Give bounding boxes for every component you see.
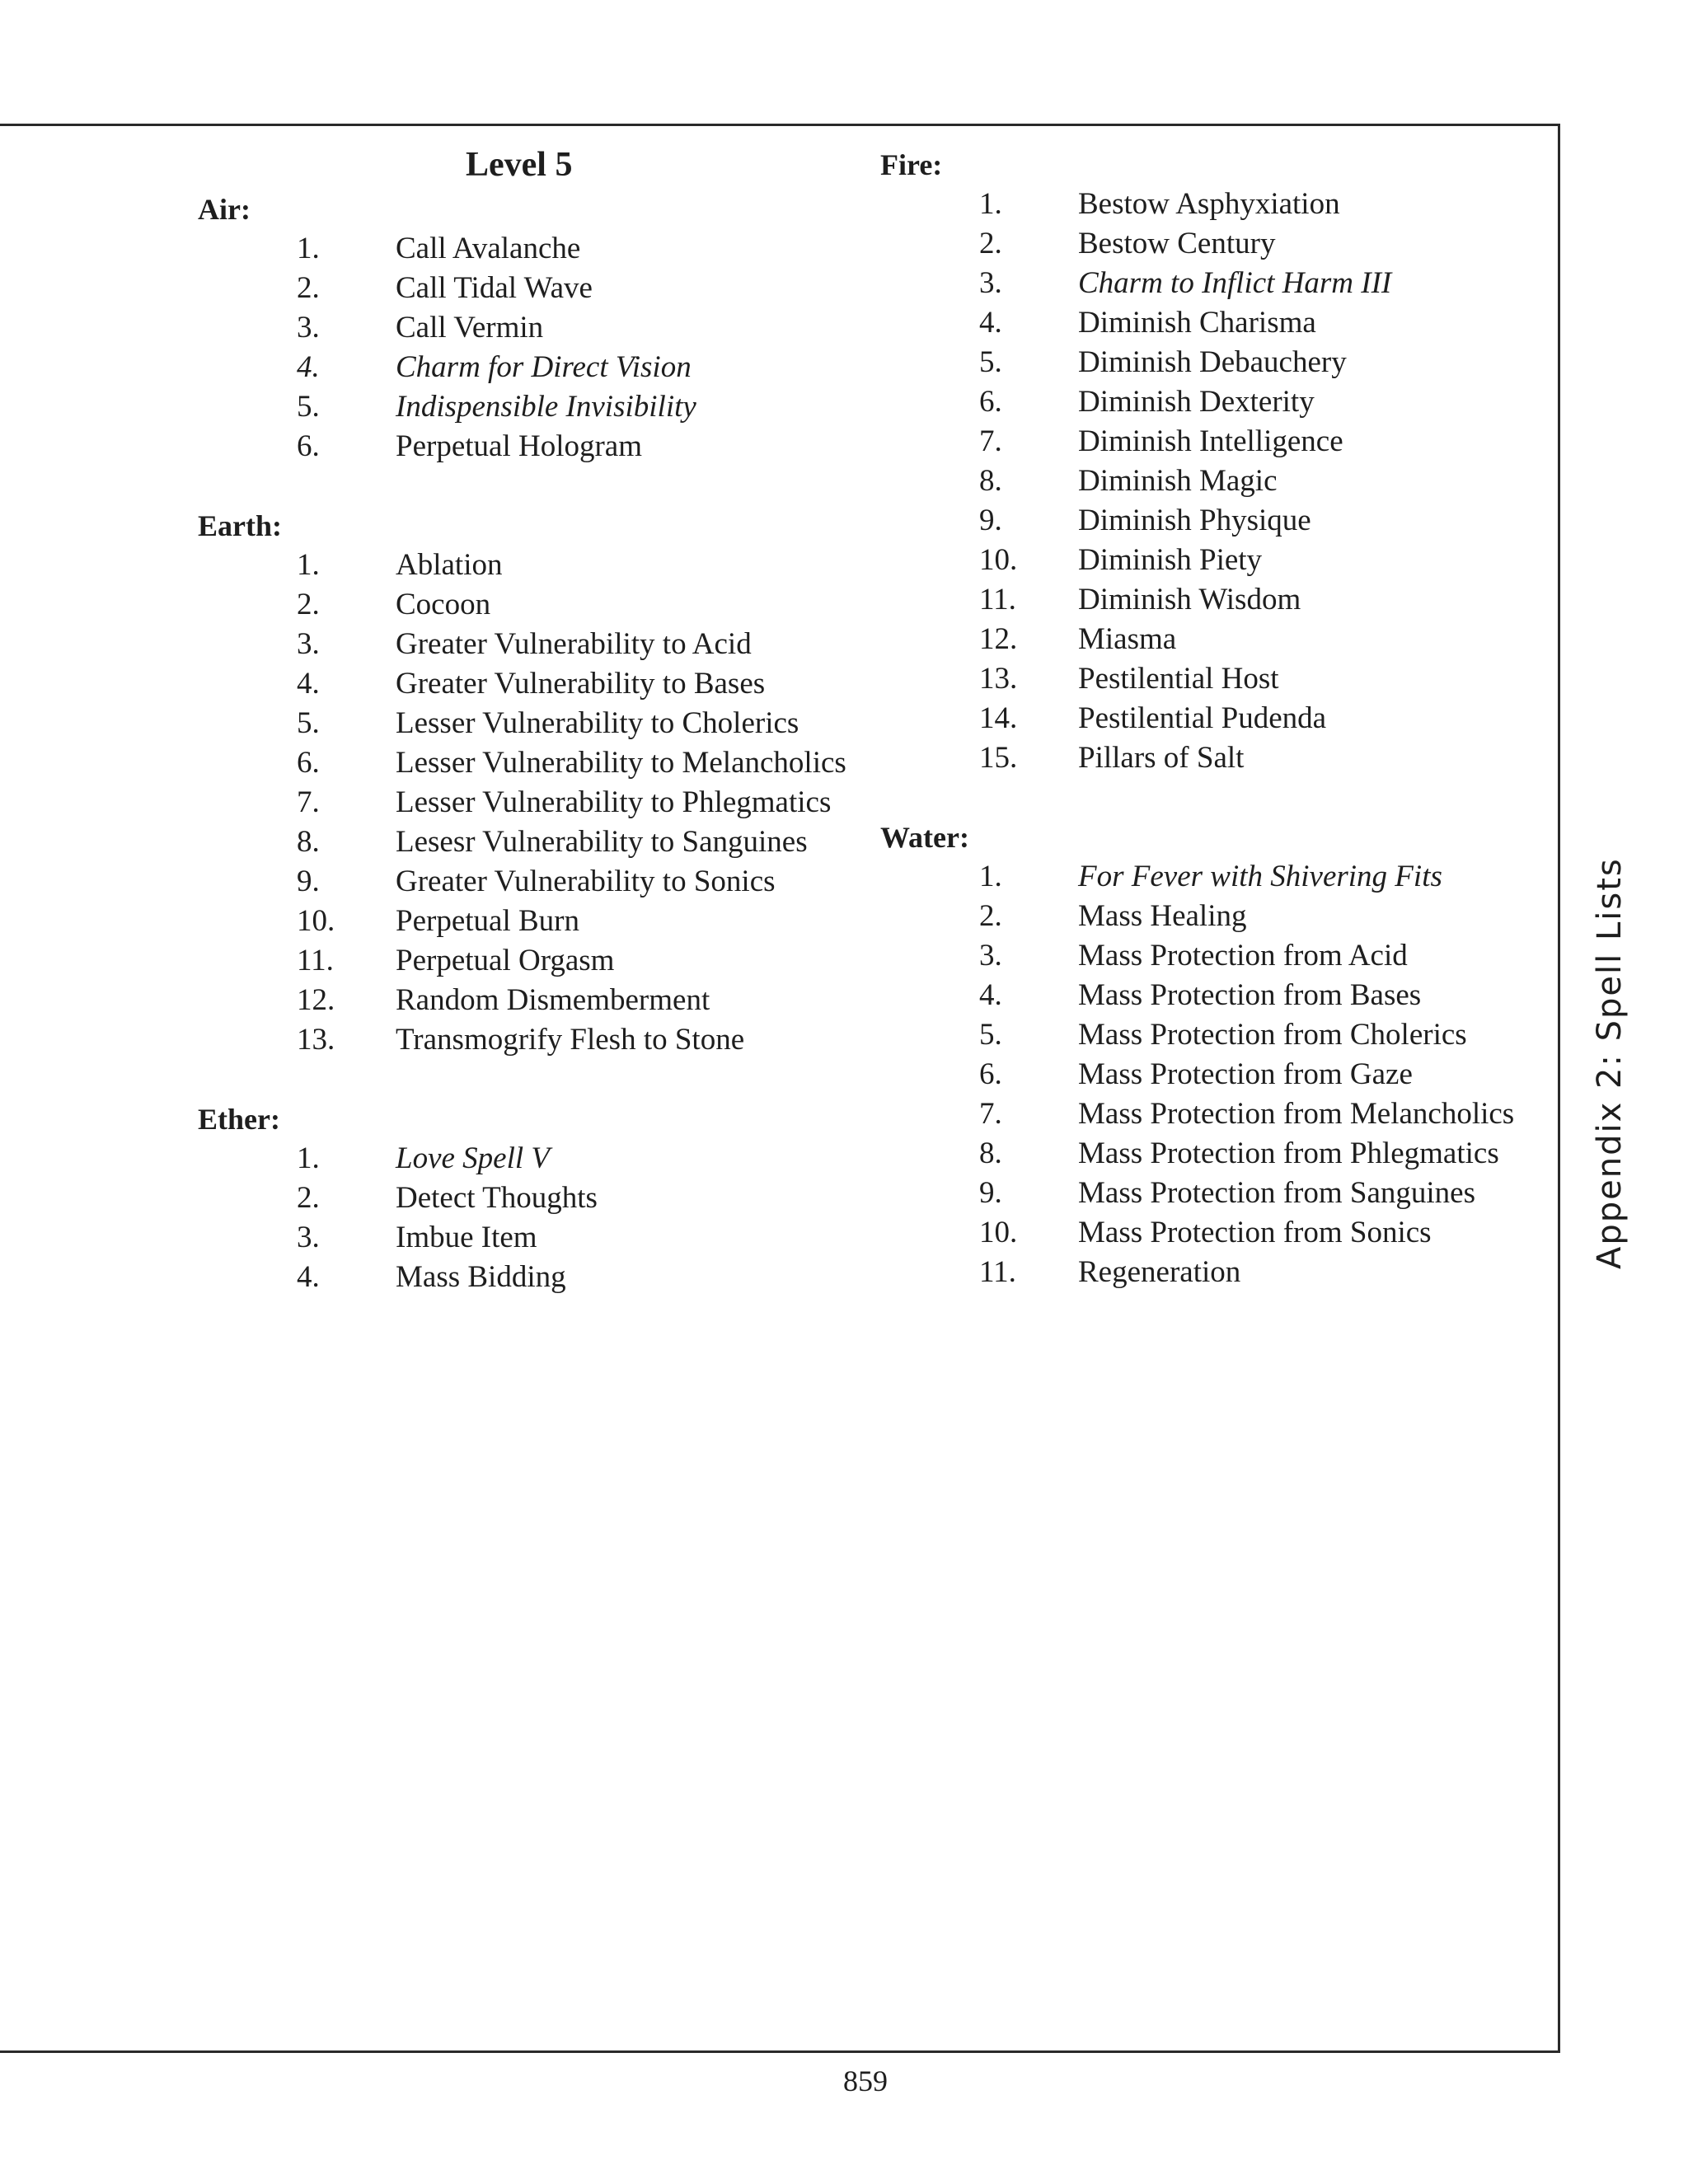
spell-list-item <box>198 1139 857 1179</box>
page-number: 859 <box>843 2064 888 2097</box>
spell-number: 1. <box>297 1141 320 1175</box>
spell-list-item <box>198 862 857 902</box>
spell-name: Diminish Dexterity <box>1078 385 1315 419</box>
spell-list-item <box>880 897 1556 936</box>
spell-number: 5. <box>297 390 320 424</box>
spell-name: Diminish Magic <box>1078 464 1278 498</box>
spell-name: Diminish Physique <box>1078 504 1311 537</box>
spell-list-item <box>880 1174 1556 1213</box>
spell-number: 13. <box>297 1023 335 1057</box>
spell-list-item <box>880 936 1556 976</box>
spell-name: Mass Bidding <box>396 1260 566 1294</box>
spell-section-air <box>198 190 857 466</box>
spell-name: Greater Vulnerability to Sonics <box>396 865 776 898</box>
spell-number: 1. <box>979 187 1002 221</box>
spell-number: 5. <box>297 706 320 740</box>
spell-number: 2. <box>297 1181 320 1215</box>
spell-name: For Fever with Shivering Fits <box>1078 860 1442 893</box>
spell-name: Indispensible Invisibility <box>396 390 696 424</box>
spell-number: 6. <box>297 746 320 780</box>
spell-number: 4. <box>979 306 1002 340</box>
spell-name: Regeneration <box>1078 1255 1241 1289</box>
spell-name: Pillars of Salt <box>1078 741 1245 775</box>
spell-list-item <box>880 422 1556 462</box>
spell-list-item <box>880 185 1556 224</box>
spell-number: 2. <box>979 899 1002 933</box>
spell-name: Mass Protection from Melancholics <box>1078 1097 1515 1131</box>
spell-list-item <box>880 462 1556 501</box>
spell-list-item <box>880 1055 1556 1094</box>
spell-section-fire <box>880 145 1556 778</box>
spell-name: Lesser Vulnerability to Phlegmatics <box>396 785 832 819</box>
spell-name: Call Tidal Wave <box>396 271 593 305</box>
right-column <box>880 145 1556 1332</box>
spell-number: 8. <box>979 464 1002 498</box>
spell-list-item <box>198 823 857 862</box>
section-heading: Water: <box>880 821 969 854</box>
spell-list-item <box>880 620 1556 659</box>
spell-name: Perpetual Hologram <box>396 429 642 463</box>
spell-name: Cocoon <box>396 588 491 621</box>
spell-name: Bestow Asphyxiation <box>1078 187 1340 221</box>
spell-list-item <box>880 738 1556 778</box>
spell-name: Miasma <box>1078 622 1177 656</box>
spell-section-water <box>880 818 1556 1292</box>
spell-list-item <box>198 902 857 941</box>
spell-list-item <box>880 1015 1556 1055</box>
spell-name: Greater Vulnerability to Acid <box>396 627 752 661</box>
spell-number: 4. <box>297 1260 320 1294</box>
spell-number: 6. <box>979 1057 1002 1091</box>
spell-name: Mass Protection from Gaze <box>1078 1057 1413 1091</box>
section-heading: Fire: <box>880 148 943 181</box>
spell-list-item <box>198 625 857 664</box>
section-heading: Earth: <box>198 509 282 542</box>
spell-name: Call Avalanche <box>396 232 581 265</box>
spell-name: Greater Vulnerability to Bases <box>396 667 766 701</box>
spell-name: Mass Protection from Phlegmatics <box>1078 1137 1499 1170</box>
spell-name: Call Vermin <box>396 311 544 344</box>
spell-number: 8. <box>297 825 320 859</box>
spell-name: Charm to Inflict Harm III <box>1078 266 1392 300</box>
spell-number: 5. <box>979 345 1002 379</box>
spell-number: 11. <box>979 1255 1016 1289</box>
spell-list-item <box>198 1020 857 1060</box>
spell-name: Perpetual Orgasm <box>396 944 615 977</box>
spell-list-item <box>880 857 1556 897</box>
spell-list-item <box>880 303 1556 343</box>
spell-number: 10. <box>979 543 1018 577</box>
spell-list-item <box>198 427 857 466</box>
spell-name: Lesser Vulnerability to Cholerics <box>396 706 799 740</box>
spell-number: 6. <box>297 429 320 463</box>
spell-list-item <box>198 664 857 704</box>
spell-name: Pestilential Pudenda <box>1078 701 1327 735</box>
spell-list-item <box>198 704 857 743</box>
spell-list-item <box>198 743 857 783</box>
spell-number: 1. <box>297 232 320 265</box>
spell-number: 11. <box>979 583 1016 616</box>
spell-list-item <box>880 501 1556 541</box>
spell-section-earth <box>198 506 857 1060</box>
spell-number: 2. <box>297 271 320 305</box>
spell-name: Bestow Century <box>1078 227 1276 260</box>
spell-name: Mass Protection from Cholerics <box>1078 1018 1467 1052</box>
side-section-label: Appendix 2: Spell Lists <box>1591 857 1629 1269</box>
spell-number: 1. <box>979 860 1002 893</box>
spell-number: 14. <box>979 701 1018 735</box>
spell-list-item <box>880 659 1556 699</box>
spell-name: Pestilential Host <box>1078 662 1279 696</box>
spell-list-item <box>198 348 857 387</box>
spell-number: 2. <box>297 588 320 621</box>
spell-number: 10. <box>979 1216 1018 1249</box>
spell-number: 9. <box>979 1176 1002 1210</box>
spell-list-item <box>198 269 857 308</box>
spell-name: Diminish Debauchery <box>1078 345 1347 379</box>
spell-name: Lesesr Vulnerability to Sanguines <box>396 825 808 859</box>
spell-list-item <box>880 264 1556 303</box>
spell-name: Ablation <box>396 548 503 582</box>
spell-number: 10. <box>297 904 335 938</box>
spell-name: Diminish Intelligence <box>1078 424 1343 458</box>
spell-list-item <box>198 546 857 585</box>
spell-number: 12. <box>979 622 1018 656</box>
spell-number: 6. <box>979 385 1002 419</box>
spell-list-item <box>880 343 1556 382</box>
spell-list-item <box>198 1179 857 1218</box>
spell-list-item <box>880 1213 1556 1253</box>
spell-name: Random Dismemberment <box>396 983 710 1017</box>
spell-name: Lesser Vulnerability to Melancholics <box>396 746 846 780</box>
spell-number: 15. <box>979 741 1018 775</box>
spell-number: 7. <box>297 785 320 819</box>
spell-name: Transmogrify Flesh to Stone <box>396 1023 745 1057</box>
spell-list-item <box>198 941 857 981</box>
spell-number: 13. <box>979 662 1018 696</box>
spell-number: 2. <box>979 227 1002 260</box>
spell-number: 11. <box>297 944 334 977</box>
spell-name: Charm for Direct Vision <box>396 350 692 384</box>
spell-name: Mass Protection from Bases <box>1078 978 1422 1012</box>
section-heading: Air: <box>198 193 251 226</box>
spell-number: 12. <box>297 983 335 1017</box>
spell-number: 3. <box>297 627 320 661</box>
spell-number: 9. <box>979 504 1002 537</box>
spell-number: 4. <box>297 667 320 701</box>
spell-name: Imbue Item <box>396 1221 537 1254</box>
spell-list-item <box>198 981 857 1020</box>
spell-list-item <box>880 224 1556 264</box>
spell-number: 1. <box>297 548 320 582</box>
spell-number: 3. <box>979 939 1002 972</box>
spell-list-item <box>880 699 1556 738</box>
spell-list-item <box>198 783 857 823</box>
spell-name: Mass Protection from Sanguines <box>1078 1176 1475 1210</box>
spell-list-item <box>880 382 1556 422</box>
spell-name: Mass Protection from Sonics <box>1078 1216 1432 1249</box>
spell-list-item <box>198 1258 857 1297</box>
spell-list-item <box>198 585 857 625</box>
spell-number: 5. <box>979 1018 1002 1052</box>
spell-number: 4. <box>297 350 320 384</box>
spell-list-item <box>198 1218 857 1258</box>
spell-number: 8. <box>979 1137 1002 1170</box>
spell-list-item <box>880 580 1556 620</box>
spell-name: Mass Healing <box>1078 899 1247 933</box>
level-title: Level 5 <box>466 146 573 184</box>
spell-list-item <box>880 541 1556 580</box>
spell-name: Mass Protection from Acid <box>1078 939 1408 972</box>
spell-name: Perpetual Burn <box>396 904 579 938</box>
section-heading: Ether: <box>198 1103 280 1136</box>
spell-list-item <box>198 387 857 427</box>
spell-name: Love Spell V <box>396 1141 551 1175</box>
spell-number: 9. <box>297 865 320 898</box>
spell-name: Detect Thoughts <box>396 1181 598 1215</box>
spell-list-item <box>880 1134 1556 1174</box>
left-column <box>198 190 857 1337</box>
spell-number: 7. <box>979 1097 1002 1131</box>
spell-number: 3. <box>297 1221 320 1254</box>
spell-number: 4. <box>979 978 1002 1012</box>
spell-number: 3. <box>297 311 320 344</box>
spell-list-item <box>880 1253 1556 1292</box>
spell-name: Diminish Piety <box>1078 543 1263 577</box>
spell-list-item <box>198 229 857 269</box>
spell-list-item <box>198 308 857 348</box>
spell-name: Diminish Wisdom <box>1078 583 1301 616</box>
spell-name: Diminish Charisma <box>1078 306 1316 340</box>
spell-number: 3. <box>979 266 1002 300</box>
spell-section-ether <box>198 1099 857 1297</box>
spell-list-item <box>880 976 1556 1015</box>
spell-number: 7. <box>979 424 1002 458</box>
spell-list-item <box>880 1094 1556 1134</box>
